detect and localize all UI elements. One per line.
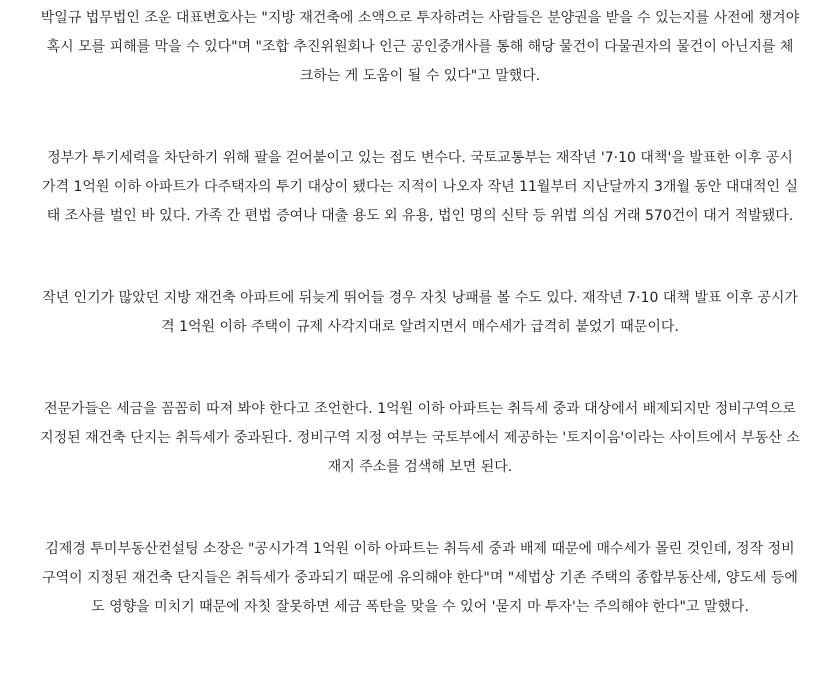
article-paragraph: [20, 144, 820, 231]
paragraph-line: 크하는 게 도움이 될 수 있다"고 말했다.: [299, 68, 541, 84]
paragraph-line: 김제경 투미부동산컨설팅 소장은 "공시가격 1억원 이하 아파트는 취득세 중과 배제 때문에 매수세가 몰린 것인데, 정작 정비: [45, 541, 795, 557]
article-paragraph: [20, 395, 820, 482]
paragraph-line: 작년 인기가 많았던 지방 재건축 아파트에 뒤늦게 뛰어들 경우 자칫 낭패를 볼 수도 있다. 재작년 7·10 대책 발표 이후 공시가: [42, 290, 798, 306]
paragraph-line: 구역이 지정된 재건축 단지들은 취득세가 중과되기 때문에 유의해야 한다"며 "세법상 기존 주택의 종합부동산세, 양도세 등에: [42, 570, 798, 586]
paragraph-line: 도 영향을 미치기 때문에 자칫 잘못하면 세금 폭탄을 맞을 수 있어 '묻지 마 투자'는 주의해야 한다"고 말했다.: [91, 599, 749, 615]
article-body: [20, 4, 820, 675]
paragraph-line: 정부가 투기세력을 차단하기 위해 팔을 걷어붙이고 있는 점도 변수다. 국토교통부는 재작년 '7·10 대책'을 발표한 이후 공시: [47, 150, 793, 166]
paragraph-line: 가격 1억원 이하 아파트가 다주택자의 투기 대상이 됐다는 지적이 나오자 작년 11월부터 지난달까지 3개월 동안 대대적인 실: [42, 179, 798, 195]
paragraph-line: 전문가들은 세금을 꼼꼼히 따져 봐야 한다고 조언한다. 1억원 이하 아파트는 취득세 중과 대상에서 배제되지만 정비구역으로: [44, 401, 796, 417]
paragraph-line: 격 1억원 이하 주택이 규제 사각지대로 알려지면서 매수세가 급격히 붙었기 때문이다.: [161, 319, 679, 335]
paragraph-line: 태 조사를 벌인 바 있다. 가족 간 편법 증여나 대출 용도 외 유용, 법인 명의 신탁 등 위법 의심 거래 570건이 대거 적발됐다.: [46, 208, 794, 224]
paragraph-line: 혹시 모를 피해를 막을 수 있다"며 "조합 추진위원회나 인근 공인중개사를 통해 해당 물건이 다물권자의 물건이 아닌지를 체: [46, 39, 794, 55]
paragraph-line: 박일규 법무법인 조운 대표변호사는 "지방 재건축에 소액으로 투자하려는 사람들은 분양권을 받을 수 있는지를 사전에 챙겨야: [40, 10, 800, 26]
article-paragraph: [20, 284, 820, 342]
paragraph-line: 지정된 재건축 단지는 취득세가 중과된다. 정비구역 지정 여부는 국토부에서 제공하는 '토지이음'이라는 사이트에서 부동산 소: [40, 430, 800, 446]
article-paragraph: [20, 535, 820, 622]
article-paragraph: [20, 4, 820, 91]
paragraph-line: 재지 주소를 검색해 보면 된다.: [327, 459, 513, 475]
